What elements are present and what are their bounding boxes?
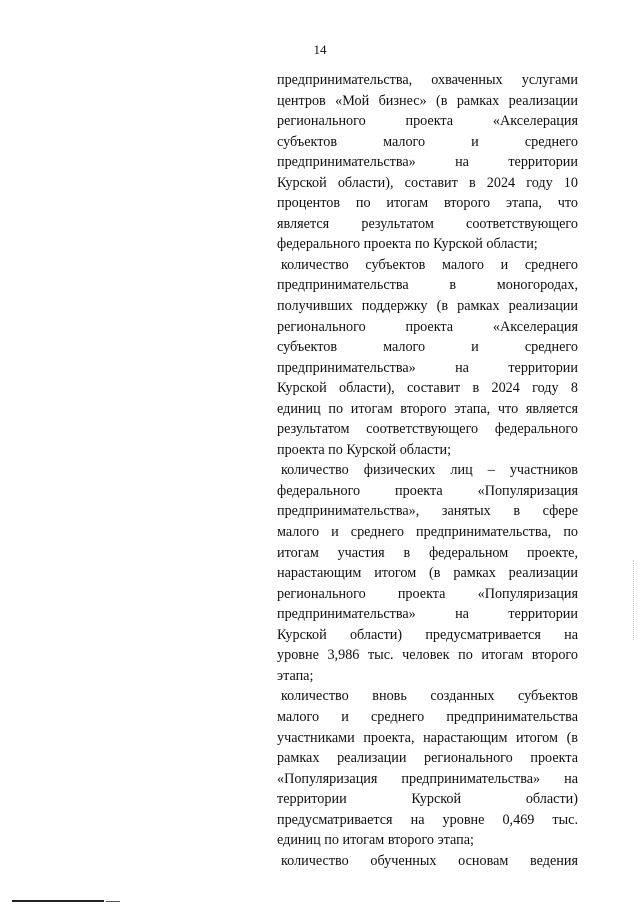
- text-line: предпринимательства, охваченных услугами: [277, 72, 578, 88]
- bottom-rule-tail: [106, 901, 120, 902]
- text-line: субъектов малого и среднего: [277, 133, 578, 150]
- text-line: участниками проекта, нарастающим итогом (в: [277, 729, 578, 746]
- text-line: предпринимательства» на территории: [277, 606, 578, 623]
- text-line: субъектов малого и среднего: [277, 339, 578, 356]
- text-line: малого и среднего предпринимательства: [277, 708, 578, 725]
- text-line: федерального проекта по Курской области;: [277, 236, 538, 253]
- text-line: является результатом соответствующего: [277, 215, 578, 232]
- text-line: предусматривается на уровне 0,469 тыс.: [277, 811, 578, 828]
- text-line: регионального проекта «Акселерация: [277, 318, 578, 335]
- text-line: количество физических лиц – участников: [281, 462, 578, 479]
- text-line: федерального проекта «Популяризация: [277, 482, 578, 499]
- text-line: предпринимательства» на территории: [277, 359, 578, 376]
- text-line: единиц по итогам второго этапа, что является: [277, 400, 578, 417]
- text-line: регионального проекта «Акселерация: [277, 113, 578, 130]
- text-line: итогам участия в федеральном проекте,: [277, 544, 578, 561]
- document-body: [277, 70, 578, 871]
- text-line: «Популяризация предпринимательства» на: [277, 770, 578, 787]
- text-line: Курской области), составит в 2024 году 8: [277, 380, 578, 397]
- text-line: нарастающим итогом (в рамках реализации: [277, 565, 578, 582]
- text-line: территории Курской области): [277, 791, 578, 808]
- text-line: количество субъектов малого и среднего: [281, 256, 578, 273]
- bottom-rule: [12, 900, 104, 902]
- text-line: уровне 3,986 тыс. человек по итогам второго: [277, 647, 578, 664]
- text-line: предпринимательства», занятых в сфере: [277, 503, 578, 520]
- text-line: количество вновь созданных субъектов: [281, 688, 578, 705]
- page-number: 14: [313, 42, 327, 57]
- text-line: получивших поддержку (в рамках реализации: [277, 298, 578, 315]
- text-line: проекта по Курской области;: [277, 441, 452, 458]
- text-line: предпринимательства в моногородах,: [277, 277, 578, 294]
- text-line: предпринимательства» на территории: [277, 154, 578, 171]
- text-line: центров «Мой бизнес» (в рамках реализации: [277, 92, 578, 109]
- text-line: рамках реализации регионального проекта: [277, 750, 578, 767]
- scan-edge-marks: [631, 560, 634, 640]
- text-line: результатом соответствующего федерального: [277, 421, 578, 438]
- text-line: процентов по итогам второго этапа, что: [277, 195, 578, 212]
- text-line: Курской области), составит в 2024 году 10: [277, 174, 578, 191]
- text-line: малого и среднего предпринимательства, по: [277, 524, 578, 541]
- text-line: единиц по итогам второго этапа;: [277, 832, 474, 849]
- text-line: Курской области) предусматривается на: [277, 626, 578, 643]
- text-line: регионального проекта «Популяризация: [277, 585, 578, 602]
- text-line: количество обученных основам ведения: [281, 852, 578, 869]
- text-line: этапа;: [277, 667, 314, 684]
